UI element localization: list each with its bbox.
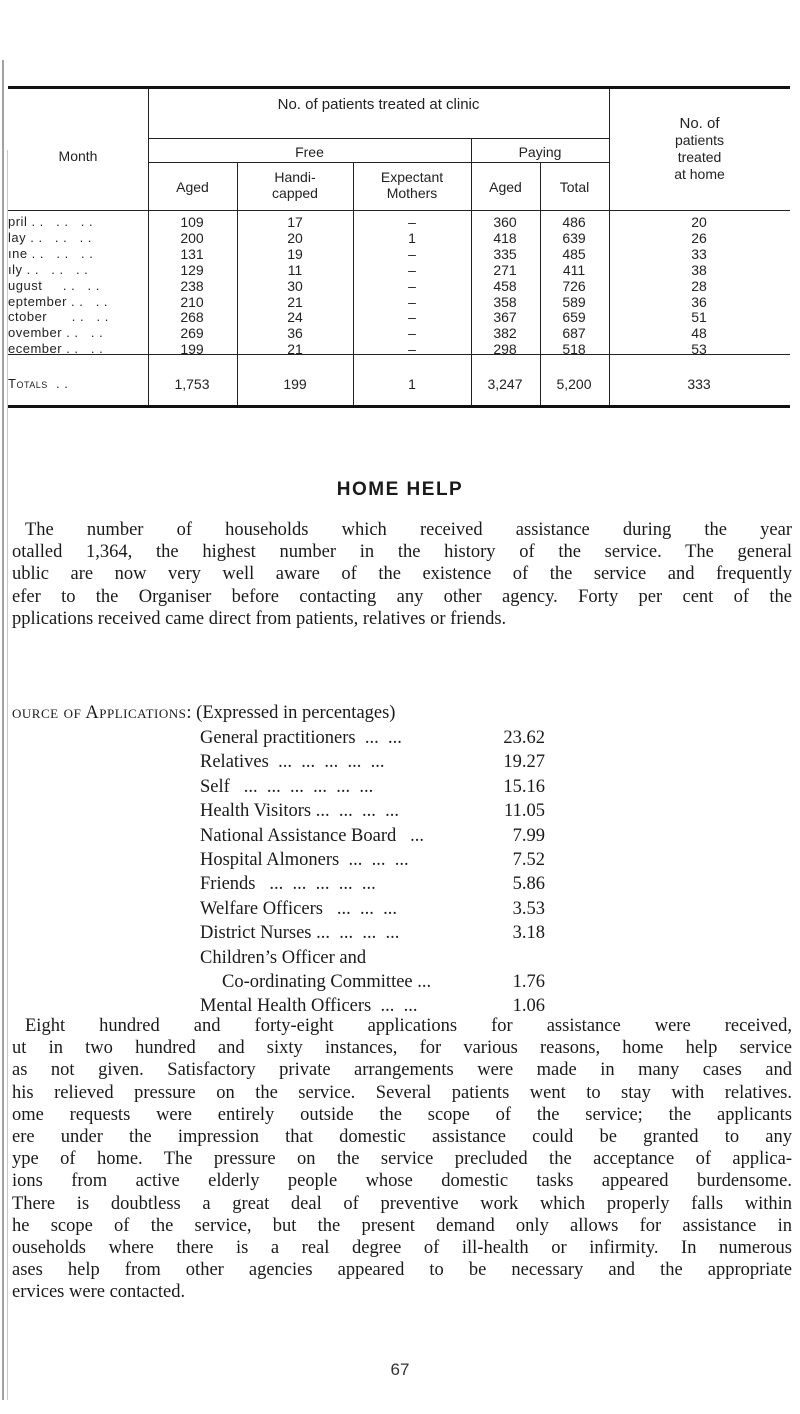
totals-home: 333 — [687, 376, 711, 392]
cell-expectant: – — [408, 325, 416, 342]
source-value: 1.76 — [512, 971, 545, 992]
source-label: Welfare Officers ... ... ... — [200, 898, 397, 919]
col-handicapped: Handi- capped — [272, 169, 318, 201]
cell-home: 36 — [691, 293, 707, 310]
source-label: Children’s Officer and — [200, 947, 367, 968]
cell-home: 33 — [691, 245, 707, 262]
source-item — [200, 850, 545, 874]
text-line: The number of households which received assistance during the year — [25, 520, 792, 540]
home-header: No. of patients treated at home — [674, 115, 725, 182]
cell-handicapped: 24 — [287, 309, 303, 326]
cell-paying-aged: 367 — [493, 309, 517, 326]
free-header: Free — [295, 144, 324, 160]
source-value: 19.27 — [503, 752, 545, 773]
cell-expectant: 1 — [408, 229, 416, 246]
cell-total: 659 — [562, 309, 586, 326]
cell-free-aged: 129 — [180, 261, 204, 278]
table-top-rule — [8, 86, 790, 89]
col-expectant-mothers: Expectant Mothers — [380, 169, 444, 201]
paying-header: Paying — [518, 144, 562, 160]
cell-handicapped: 30 — [287, 277, 303, 294]
page-binding-edge — [0, 0, 8, 1414]
totals-paying-aged: 3,247 — [487, 376, 523, 392]
cell-free-aged: 131 — [180, 245, 204, 262]
cell-home: 28 — [691, 277, 707, 294]
source-label: Hospital Almoners ... ... ... — [200, 849, 409, 870]
text-line: ases help from other agencies appeared to be necessary and the appropriate — [12, 1260, 792, 1281]
source-label: Health Visitors ... ... ... ... — [200, 801, 399, 822]
cell-paying-aged: 458 — [493, 277, 517, 294]
cell-paying-aged: 358 — [493, 293, 517, 310]
source-item — [200, 923, 545, 947]
totals-aged: 1,753 — [174, 376, 210, 392]
cell-expectant: – — [408, 214, 416, 230]
cell-month: pril . . . . . . — [8, 214, 94, 229]
cell-home: 48 — [691, 325, 707, 342]
clinic-patients-table — [8, 0, 790, 410]
source-label: General practitioners ... ... — [200, 728, 402, 748]
cell-month: ovember . . . . — [8, 325, 104, 341]
cell-month: lay . . . . . . — [8, 229, 92, 245]
source-label: National Assistance Board ... — [200, 825, 425, 846]
paragraph-intro — [12, 519, 792, 630]
cell-paying-aged: 271 — [493, 261, 517, 278]
month-header: Month — [58, 148, 98, 164]
cell-total: 639 — [562, 229, 586, 246]
cell-expectant: – — [408, 293, 416, 310]
cell-month: ıly . . . . . . — [8, 261, 89, 277]
source-of-applications-title: ource of Applications: (Expressed in percentages) — [12, 703, 396, 723]
cell-handicapped: 21 — [287, 293, 303, 310]
col-paying-aged: Aged — [489, 179, 522, 195]
text-line: ome requests were entirely outside the scope of the service; the applicants — [12, 1104, 792, 1125]
clinic-header: No. of patients treated at clinic — [277, 96, 480, 113]
cell-month: ctober . . . . — [8, 309, 109, 325]
source-item — [200, 777, 545, 801]
cell-home: 53 — [691, 341, 707, 358]
text-line: efer to the Organiser before contacting any other agency. Forty per cent of the — [12, 586, 792, 607]
cell-month: ecember . . . . — [8, 341, 104, 357]
cell-free-aged: 268 — [180, 309, 204, 326]
source-value: 15.16 — [503, 776, 545, 797]
source-value: 7.52 — [512, 849, 545, 870]
source-label: District Nurses ... ... ... ... — [200, 923, 400, 944]
text-line: ut in two hundred and sixty instances, for various reasons, home help service — [12, 1038, 792, 1059]
text-line: ere under the impression that domestic assistance could be granted to any — [12, 1127, 792, 1148]
cell-total: 485 — [562, 245, 586, 262]
source-value: 1.06 — [512, 996, 545, 1017]
cell-handicapped: 17 — [287, 214, 303, 230]
col-total: Total — [559, 179, 590, 195]
cell-paying-aged: 418 — [493, 229, 517, 246]
cell-total: 518 — [562, 341, 586, 358]
source-item — [200, 826, 545, 850]
col-free-aged: Aged — [176, 179, 209, 195]
paragraph-applications — [12, 1015, 792, 1304]
cell-free-aged: 109 — [180, 214, 204, 230]
cell-handicapped: 36 — [287, 325, 303, 342]
cell-total: 726 — [562, 277, 586, 294]
text-line: pplications received came direct from patients, relatives or friends. — [12, 608, 507, 629]
source-value: 23.62 — [503, 728, 545, 748]
totals-label: Totals . . — [8, 376, 69, 391]
cell-free-aged: 269 — [180, 325, 204, 342]
cell-home: 51 — [691, 309, 707, 326]
text-line: as not given. Satisfactory private arrangements were made in many cases and — [12, 1060, 792, 1081]
totals-total: 5,200 — [556, 376, 592, 392]
cell-handicapped: 11 — [287, 261, 303, 278]
cell-expectant: – — [408, 309, 416, 326]
source-label: Relatives ... ... ... ... ... — [200, 752, 385, 773]
cell-expectant: – — [408, 245, 416, 262]
source-value: 3.53 — [512, 898, 545, 919]
cell-free-aged: 210 — [180, 293, 204, 310]
text-line: ype of home. The pressure on the service precluded the acceptance of applica- — [12, 1149, 792, 1170]
text-line: ouseholds where there is a real degree of ill-health or infirmity. In numerous — [12, 1238, 792, 1259]
source-label: Mental Health Officers ... ... — [200, 996, 418, 1017]
totals-expectant: 1 — [408, 376, 416, 392]
text-line: he scope of the service, but the present demand only allows for assistance in — [12, 1215, 792, 1236]
cell-month: ıne . . . . . . — [8, 245, 94, 261]
source-item — [200, 728, 545, 752]
cell-free-aged: 199 — [180, 341, 204, 358]
cell-handicapped: 19 — [287, 245, 303, 262]
cell-free-aged: 238 — [180, 277, 204, 294]
text-line: ublic are now very well aware of the existence of the service and frequently — [12, 564, 792, 585]
cell-paying-aged: 382 — [493, 325, 517, 342]
cell-expectant: – — [408, 341, 416, 358]
section-title: HOME HELP — [336, 479, 464, 500]
source-value: 11.05 — [504, 801, 545, 822]
cell-handicapped: 20 — [287, 229, 303, 246]
cell-month: eptember . . . . — [8, 293, 109, 309]
source-label: Friends ... ... ... ... ... — [200, 874, 376, 895]
text-line: ions from active elderly people whose domestic tasks appeared burdensome. — [12, 1171, 792, 1192]
source-item — [200, 948, 545, 972]
cell-home: 38 — [691, 261, 707, 278]
cell-handicapped: 21 — [287, 341, 303, 358]
cell-expectant: – — [408, 277, 416, 294]
text-line: Eight hundred and forty-eight applications for assistance were received, — [25, 1016, 792, 1036]
cell-total: 486 — [562, 214, 586, 230]
text-line: ervices were contacted. — [12, 1282, 186, 1303]
source-item — [200, 972, 545, 996]
cell-paying-aged: 335 — [493, 245, 517, 262]
cell-home: 20 — [691, 214, 707, 230]
source-item — [200, 752, 545, 776]
text-line: otalled 1,364, the highest number in the history of the service. The general — [12, 542, 792, 563]
cell-total: 687 — [562, 325, 586, 342]
cell-free-aged: 200 — [180, 229, 204, 246]
source-item — [200, 801, 545, 825]
source-value: 3.18 — [512, 923, 545, 944]
cell-paying-aged: 298 — [493, 341, 517, 358]
source-label: Self ... ... ... ... ... ... — [200, 776, 374, 797]
text-line: his relieved pressure on the service. Several patients went to stay with relatives. — [12, 1082, 792, 1103]
cell-total: 589 — [562, 293, 586, 310]
cell-expectant: – — [408, 261, 416, 278]
source-item — [200, 899, 545, 923]
cell-home: 26 — [691, 229, 707, 246]
cell-total: 411 — [562, 261, 586, 278]
page-number: 67 — [390, 1360, 410, 1379]
source-value: 7.99 — [512, 825, 545, 846]
source-list — [200, 728, 545, 1021]
source-item — [200, 874, 545, 898]
source-value: 5.86 — [512, 874, 545, 895]
source-label: Co-ordinating Committee ... — [222, 971, 432, 992]
totals-handicapped: 199 — [283, 376, 307, 392]
table-bottom-rule — [8, 405, 790, 408]
cell-month: ugust . . . . — [8, 277, 100, 293]
text-line: There is doubtless a great deal of preventive work which properly falls within — [12, 1193, 792, 1214]
cell-paying-aged: 360 — [493, 214, 517, 230]
